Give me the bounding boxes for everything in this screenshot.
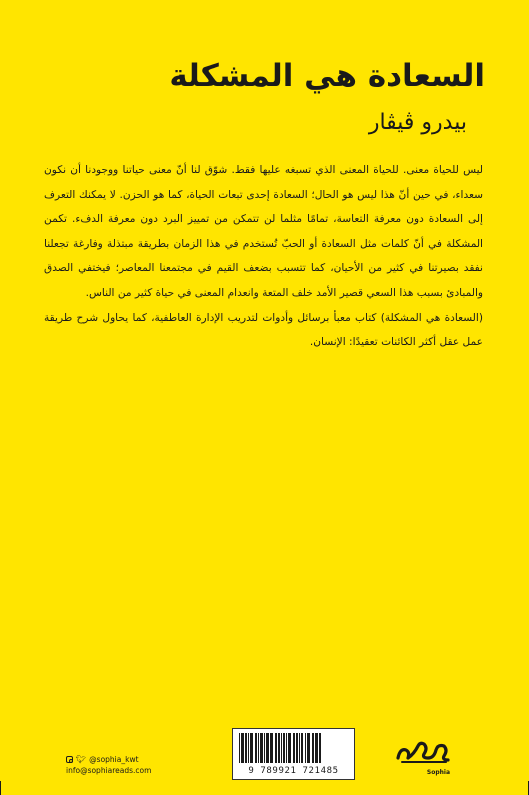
barcode-bar: [307, 733, 310, 763]
barcode-bar: [266, 733, 269, 763]
crop-mark: [0, 781, 1, 795]
barcode-bar: [301, 733, 303, 763]
barcode-bar: [264, 733, 265, 763]
blurb-paragraph: (السعادة هي المشكلة) كتاب معبأ برسائل وأدوات لتدريب الإدارة العاطفية، كما يحاول شرح طريقة عمل عقل أكثر الكائنات تعقيدًا: الإنسان.: [44, 311, 483, 349]
cover-footer: [0, 720, 529, 795]
barcode-bar: [278, 733, 280, 763]
barcode-bar: [305, 733, 306, 763]
barcode-bar: [299, 733, 300, 763]
barcode-bar: [319, 733, 321, 763]
blurb-paragraph: ليس للحياة معنى. للحياة المعنى الذي تسبغه عليها فقط. شوّق لنا أنّ معنى حياتنا ووجودنا أن نكون سعداء، في حين أنّ هذا ليس هو الحال؛ السعادة إحدى تبعات الحياة، كما هو الحزن. لا يمكنك التعرف إلى السعادة دون معرفة التعاسة، تمامًا مثلما لن تتمكن من تمييز البرد دون معرفة الدفء. تكمن المشكلة في أنّ كلمات مثل السعادة أو الحبّ تُستخدم في هذا الزمان بطريقة مبتذلة وفارغة تجعلنا نفقد بصيرتنا في كثير من الأحيان، كما تتسبب بضعف القيم في مجتمعنا المعاصر؛ فيختفي الصدق والمبادئ بسبب هذا السعي قصير الأمد خلف المتعة وانعدام المعنى في حياة كثير من الناس.: [44, 164, 483, 299]
isbn-number: 9 789921 721485: [248, 766, 339, 776]
barcode-bar: [270, 733, 273, 763]
barcode-bar: [315, 733, 318, 763]
barcode-bar: [312, 733, 314, 763]
book-title: السعادة هي المشكلة: [169, 58, 485, 94]
barcode-bar: [275, 733, 277, 763]
barcode-bar: [248, 733, 249, 763]
sophia-logo-mark: [394, 732, 450, 772]
isbn-barcode: [232, 728, 355, 780]
barcode-bar: [281, 733, 282, 763]
barcode-bar: [255, 733, 257, 763]
barcode-bar: [258, 733, 259, 763]
social-handle: @sophia_kwt: [89, 755, 139, 764]
barcode-bar: [293, 733, 295, 763]
publisher-logo-latin: Sophia: [426, 769, 450, 776]
barcode-bar: [283, 733, 285, 763]
publisher-email: info@sophiareads.com: [66, 766, 152, 775]
publisher-logo: [394, 732, 450, 778]
barcode-bars: [237, 733, 352, 763]
barcode-bar: [296, 733, 298, 763]
barcode-bar: [286, 733, 287, 763]
book-author: بيدرو ڤيڤار: [368, 110, 467, 135]
barcode-bar: [260, 733, 263, 763]
twitter-icon: 🐦︎: [76, 755, 87, 764]
instagram-icon: [66, 756, 73, 763]
barcode-bar: [241, 733, 244, 763]
book-blurb: [44, 158, 483, 355]
barcode-bar: [250, 733, 253, 763]
publisher-contact: [66, 754, 151, 776]
barcode-bar: [288, 733, 291, 763]
barcode-bar: [245, 733, 247, 763]
barcode-bar: [239, 733, 240, 763]
